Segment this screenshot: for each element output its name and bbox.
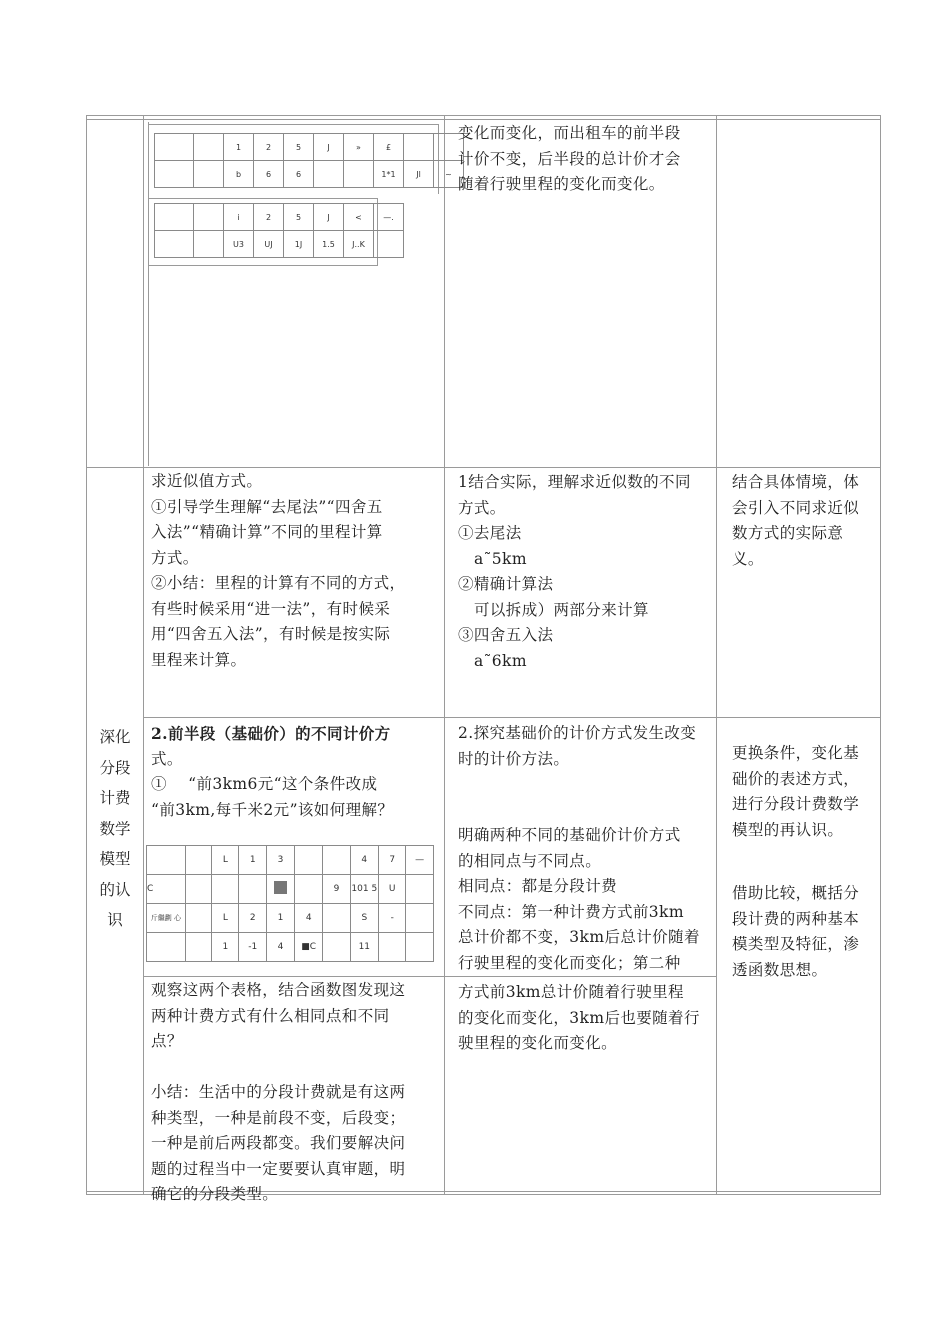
table-cell xyxy=(295,846,323,875)
table-cell: C xyxy=(147,875,186,904)
mileage-price-table-a xyxy=(154,133,464,188)
table-cell: ■C xyxy=(295,933,323,962)
table-cell xyxy=(323,904,350,933)
table-cell xyxy=(314,161,344,188)
table-cell: 11 xyxy=(350,933,379,962)
price-comparison-table-image xyxy=(144,845,434,973)
table-cell: 1 xyxy=(212,933,239,962)
table-cell: 2 xyxy=(239,904,267,933)
table-cell: 5 xyxy=(284,204,314,231)
table-cell xyxy=(155,204,194,231)
table-cell: 4 xyxy=(295,904,323,933)
table-cell: L xyxy=(212,904,239,933)
table-cell xyxy=(147,846,186,875)
table-cell: 1*1 xyxy=(374,161,404,188)
table-cell: J xyxy=(314,134,344,161)
table-row xyxy=(147,846,434,875)
price-comparison-table xyxy=(146,845,434,962)
row1-process-text: 变化而变化，而出租车的前半段 计价不变，后半段的总计价才会 随着行驶里程的变化而变化。 xyxy=(458,124,681,193)
table-cell: J xyxy=(314,204,344,231)
table-row xyxy=(147,933,434,962)
row2-student-text: 1结合实际，理解求近似数的不同 方式。 ①去尾法 a˜5km ②精确计算法 可以拆成）两部分来计算 ③四舍五入法 a˜6km xyxy=(458,473,691,670)
table-cell: 斤繼劃 心 xyxy=(147,904,186,933)
table-cell: 6 xyxy=(254,161,284,188)
table-cell: 1J xyxy=(284,231,314,258)
table-cell: < xyxy=(344,204,374,231)
table-cell xyxy=(267,875,295,904)
table-cell: 1.5 xyxy=(314,231,344,258)
table-cell: ~ xyxy=(434,161,464,188)
row-divider-1 xyxy=(86,467,881,468)
table-cell: 3 xyxy=(267,846,295,875)
row2-teacher-text: 求近似值方式。 ①引导学生理解“去尾法”“四舍五 入法”“精确计算”不同的里程计算 方式。 ②小结：里程的计算有不同的方式， 有些时候采用“进一法”，有时候采 用“四舍五入法”，有时候是按实际 里程来计算。 xyxy=(151,472,406,669)
table-cell xyxy=(155,134,194,161)
table-cell: UJ xyxy=(254,231,284,258)
table-cell: 4 xyxy=(267,933,295,962)
image-frame-mid-bottom xyxy=(148,265,378,266)
row3-teacher-top-text: 2.前半段（基础价）的不同计价方 式。 ① “前3km6元“这个条件改成 “前3km,每千米2元”该如何理解？ xyxy=(151,724,394,819)
table-cell: 1 xyxy=(267,904,295,933)
table-cell xyxy=(212,875,239,904)
table-cell: 9 xyxy=(323,875,350,904)
table-row xyxy=(147,875,434,904)
table-cell xyxy=(155,231,194,258)
row3-intent-text: 更换条件，变化基 础价的表述方式， 进行分段计费数学 模型的再认识。 借助比较，概括分 段计费的两种基本 模类型及特征，渗 透函数思想。 xyxy=(732,744,860,979)
table-cell: U3 xyxy=(224,231,254,258)
table-cell: L xyxy=(212,846,239,875)
table-cell xyxy=(406,933,434,962)
table-cell: Jl xyxy=(404,161,434,188)
table-cell: £ xyxy=(374,134,404,161)
table-cell xyxy=(185,875,211,904)
table-cell xyxy=(239,875,267,904)
row3-student-text: 2.探究基础价的计价方式发生改变 时的计价方法。 明确两种不同的基础价计价方式 的相同点与不同点。 相同点：都是分段计费 不同点：第一种计费方式前3km 总计价都不变，3km后总计价随着 行驶里程的变化而变化；第二种 方式前3km总计价随着行驶里程 的变化而变化，3km后也要随着行 驶里程的变化而变化。 xyxy=(458,724,700,1052)
table-cell: 1 xyxy=(224,134,254,161)
col-border-left xyxy=(86,115,87,1195)
table-cell xyxy=(404,134,434,161)
table-top-border-inner xyxy=(86,119,881,120)
stage-label: 深化 分段 计费 数学 模型 的认 识 xyxy=(99,728,131,929)
table-cell: S xyxy=(350,904,379,933)
table-row xyxy=(155,161,464,188)
table-cell xyxy=(155,161,194,188)
table-cell xyxy=(406,904,434,933)
table-cell: - xyxy=(379,904,406,933)
table-cell xyxy=(344,161,374,188)
row2-intent-text: 结合具体情境，体 会引入不同求近似 数方式的实际意 义。 xyxy=(732,473,860,568)
table-cell xyxy=(194,161,224,188)
table-cell: » xyxy=(344,134,374,161)
table-cell xyxy=(295,875,323,904)
table-cell: U xyxy=(379,875,406,904)
table-cell: b xyxy=(224,161,254,188)
table-cell xyxy=(379,933,406,962)
table-cell xyxy=(194,204,224,231)
table-cell: — xyxy=(406,846,434,875)
table-row xyxy=(155,134,464,161)
table-cell: 2 xyxy=(254,204,284,231)
table-cell xyxy=(185,846,211,875)
table-cell: 101 5 xyxy=(350,875,379,904)
table-cell: 4 xyxy=(350,846,379,875)
table-top-border xyxy=(86,115,881,116)
table-cell: -1 xyxy=(239,933,267,962)
table-cell xyxy=(194,231,224,258)
row3-teacher-bottom-clip xyxy=(151,978,443,1203)
table-cell: J..K xyxy=(344,231,374,258)
col-border-right xyxy=(880,115,881,1195)
col-border-3 xyxy=(716,115,717,1195)
table-cell: i xyxy=(224,204,254,231)
mileage-price-table-b xyxy=(154,203,404,258)
table-cell: 1 xyxy=(239,846,267,875)
col-border-1 xyxy=(143,115,144,1195)
image-frame-mid xyxy=(148,198,378,199)
table-cell: 7 xyxy=(379,846,406,875)
table-cell xyxy=(185,904,211,933)
table-cell: —. xyxy=(374,204,404,231)
filled-square-icon xyxy=(274,881,287,894)
table-row xyxy=(155,231,404,258)
table-row xyxy=(155,204,404,231)
table-cell: 5 xyxy=(284,134,314,161)
table-cell xyxy=(406,875,434,904)
table-cell xyxy=(323,933,350,962)
table-cell: 2 xyxy=(254,134,284,161)
image-frame-top xyxy=(148,124,438,125)
col-border-2 xyxy=(444,115,445,1195)
table-cell xyxy=(147,933,186,962)
image-frame-left xyxy=(148,122,149,466)
row3-teacher-bottom-text: 观察这两个表格，结合函数图发现这 两种计费方式有什么相同点和不同 点？ 小结：生活中的分段计费就是有这两 种类型，一种是前段不变，后段变； 一种是前后两段都变。我们要解决问 题的过程当中一定要要认真审题，明 确它的分段类型。 xyxy=(151,981,406,1203)
row-divider-2 xyxy=(143,717,881,718)
table-cell xyxy=(374,231,404,258)
table-cell xyxy=(185,933,211,962)
table-cell: 6 xyxy=(284,161,314,188)
table-row xyxy=(147,904,434,933)
table-cell xyxy=(194,134,224,161)
table-cell xyxy=(323,846,350,875)
